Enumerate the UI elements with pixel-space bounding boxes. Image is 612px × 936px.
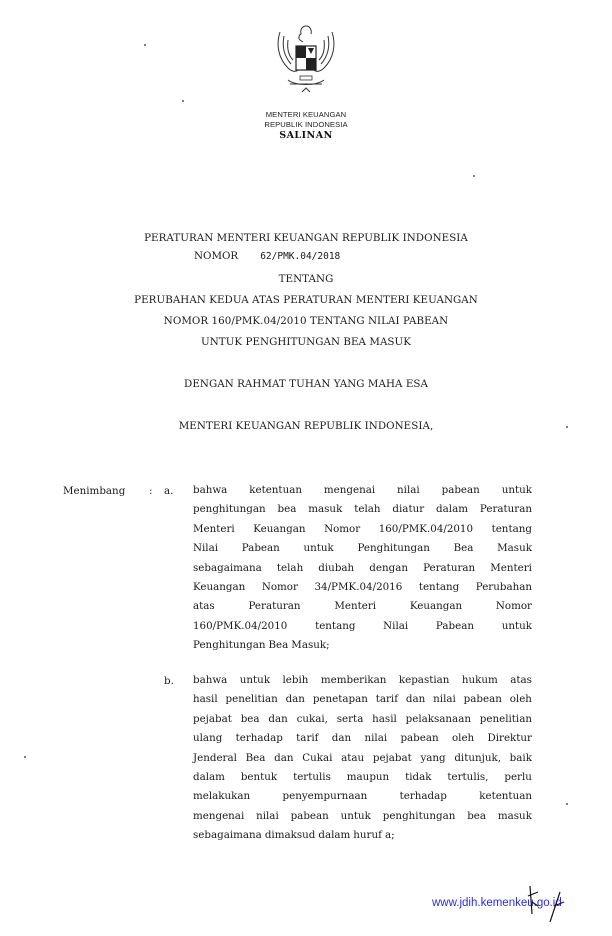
subject-line-3: UNTUK PENGHITUNGAN BEA MASUK xyxy=(200,336,412,348)
paragraph-line: bahwa untuk lebih memberikan kepastian hukum atas xyxy=(193,674,532,686)
paragraph-line: Jenderal Bea dan Cukai atau pejabat yang ditunjuk, baik xyxy=(193,751,532,764)
paragraph-line: 160/PMK.04/2010 tentang Nilai Pabean untuk xyxy=(193,619,532,632)
scan-speck xyxy=(473,175,475,177)
paragraph-line: hasil penelitian dan penetapan tarif dan nilai pabean oleh xyxy=(193,693,532,706)
menimbang-colon: : xyxy=(149,485,153,497)
nomor-value: 62/PMK.04/2018 xyxy=(260,251,341,262)
item-letter-a: a. xyxy=(164,485,174,497)
item-letter-b: b. xyxy=(164,675,174,687)
paragraph-line: Penghitungan Bea Masuk; xyxy=(193,639,330,652)
paragraph-line: mengenai nilai pabean untuk penghitungan bea masuk xyxy=(193,809,532,822)
consideration-b xyxy=(193,671,532,846)
scan-speck xyxy=(566,803,568,805)
paragraph-line: atas Peraturan Menteri Keuangan Nomor xyxy=(193,600,532,613)
paragraph-line: melakukan penyempurnaan terhadap ketentuan xyxy=(193,790,532,803)
jdih-website-link[interactable]: www.jdih.kemenkeu.go.id xyxy=(432,897,562,909)
scan-speck xyxy=(24,756,26,758)
regulation-number-row xyxy=(194,250,340,262)
authority-line: MENTERI KEUANGAN REPUBLIK INDONESIA, xyxy=(178,420,434,432)
garuda-emblem-icon xyxy=(266,18,346,98)
paragraph-line: Nilai Pabean untuk Penghitungan Bea Masuk xyxy=(193,542,532,555)
preamble: DENGAN RAHMAT TUHAN YANG MAHA ESA xyxy=(184,378,428,390)
paragraph-line: sebagaimana telah diubah dengan Peraturan Menteri xyxy=(193,561,532,574)
nomor-label: NOMOR xyxy=(194,250,239,262)
paragraph-line: Menteri Keuangan Nomor 160/PMK.04/2010 tentang xyxy=(193,522,532,535)
salinan-stamp: SALINAN xyxy=(279,130,333,141)
paragraph-line: sebagaimana dimaksud dalam huruf a; xyxy=(193,829,395,842)
paragraph-line: bahwa ketentuan mengenai nilai pabean untuk xyxy=(193,484,532,496)
paragraph-line: pejabat bea dan cukai, serta hasil pelaksanaan penelitian xyxy=(193,712,532,725)
paragraph-line: Keuangan Nomor 34/PMK.04/2016 tentang Perubahan xyxy=(193,580,532,593)
scan-speck xyxy=(566,426,568,428)
regulation-title: PERATURAN MENTERI KEUANGAN REPUBLIK INDONESIA xyxy=(144,232,468,244)
tentang-heading: TENTANG xyxy=(278,273,334,285)
subject-line-1: PERUBAHAN KEDUA ATAS PERATURAN MENTERI KEUANGAN xyxy=(134,294,478,306)
institution-line-2: REPUBLIK INDONESIA xyxy=(264,120,348,129)
subject-line-2: NOMOR 160/PMK.04/2010 TENTANG NILAI PABEAN xyxy=(163,315,449,327)
initial-signature-mark xyxy=(526,884,576,922)
consideration-a xyxy=(193,481,532,656)
paragraph-line: dalam bentuk tertulis maupun tidak tertulis, perlu xyxy=(193,770,532,783)
paragraph-line: penghitungan bea masuk telah diatur dalam Peraturan xyxy=(193,503,532,516)
menimbang-label: Menimbang xyxy=(63,485,126,497)
paragraph-line: ulang terhadap tarif dan nilai pabean oleh Direktur xyxy=(193,732,532,745)
institution-line-1: MENTERI KEUANGAN xyxy=(265,110,347,119)
scan-speck xyxy=(182,100,184,102)
scan-speck xyxy=(144,44,146,46)
